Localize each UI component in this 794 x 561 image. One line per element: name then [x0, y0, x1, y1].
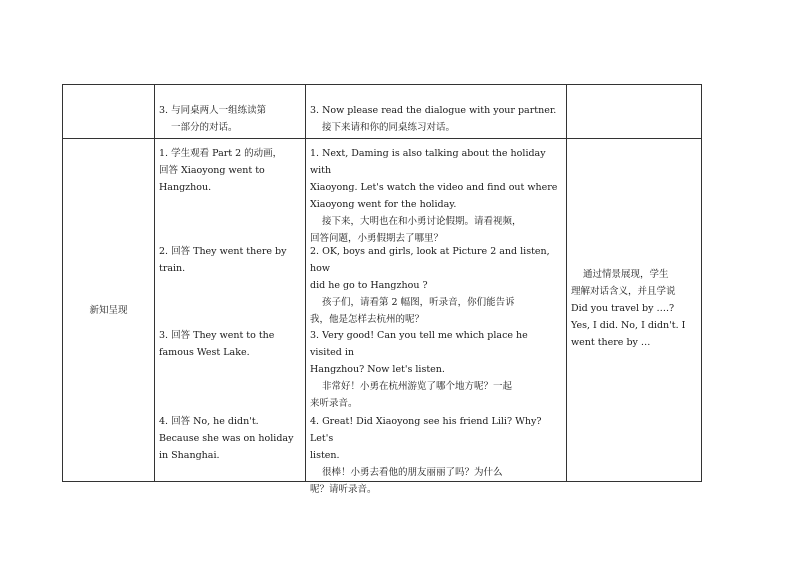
text-line: 3. 与同桌两人一组练读第 — [159, 105, 267, 116]
student-step — [155, 145, 305, 196]
text-line: Hangzhou. — [159, 182, 212, 193]
student-step — [155, 413, 305, 464]
student-activity-cell — [155, 139, 306, 482]
text-line: 回答问题，小勇假期去了哪里？ — [310, 233, 444, 244]
text-line: Yes, I did. No, I didn't. I — [571, 319, 686, 331]
text-line: Xiaoyong. Let's watch the video and find out where — [310, 182, 558, 193]
teacher-activity-cell — [306, 85, 567, 139]
text-line: 1. 学生观看 Part 2 的动画， — [159, 148, 283, 159]
design-note-cell-empty — [567, 85, 702, 139]
text-line: 来听录音。 — [310, 398, 358, 409]
text-line: 接下来请和你的同桌练习对话。 — [322, 122, 456, 133]
section-label: 新知呈现 — [63, 139, 155, 482]
text-line: 理解对话含义，并且学说 — [571, 285, 676, 297]
text-line: famous West Lake. — [159, 347, 250, 358]
section-cell-empty — [63, 85, 155, 139]
text-line: 2. OK, boys and girls, look at Picture 2 and listen, how — [310, 246, 550, 274]
lesson-plan-table — [62, 84, 702, 495]
text-line: 很棒！小勇去看他的朋友丽丽了吗？为什么 — [322, 467, 503, 478]
teacher-step — [306, 145, 566, 247]
text-line: 4. Great! Did Xiaoyong see his friend Lili? Why? Let's — [310, 416, 542, 444]
text-line: 接下来，大明也在和小勇讨论假期。请看视频， — [322, 216, 522, 227]
text-line: 3. 回答 They went to the — [159, 330, 275, 341]
text-line: Because she was on holiday — [159, 433, 294, 444]
text-line: 3. Now please read the dialogue with your partner. — [310, 105, 557, 116]
text-line: 孩子们，请看第 2 幅图，听录音，你们能告诉 — [322, 297, 515, 308]
teacher-activity-cell — [306, 139, 567, 495]
teacher-step — [306, 243, 566, 328]
text-line: in Shanghai. — [159, 450, 220, 461]
text-line: 我，他是怎样去杭州的呢？ — [310, 314, 425, 325]
design-note-cell — [567, 139, 702, 482]
text-line: Xiaoyong went for the holiday. — [310, 199, 457, 210]
text-line: Did you travel by ….? — [571, 302, 675, 314]
student-step — [155, 243, 305, 277]
text-line: did he go to Hangzhou ? — [310, 280, 428, 291]
text-line: 3. Very good! Can you tell me which place he visited in — [310, 330, 528, 358]
text-line: 非常好！小勇在杭州游览了哪个地方呢？一起 — [322, 381, 513, 392]
text-line: went there by … — [571, 336, 651, 348]
text-line: 1. Next, Daming is also talking about the holiday with — [310, 148, 546, 176]
student-activity-cell — [155, 85, 306, 139]
text-line: 通过情景展现，学生 — [583, 268, 669, 280]
text-line: 2. 回答 They went there by — [159, 246, 287, 257]
text-line: 呢？请听录音。 — [310, 484, 377, 495]
text-line: 一部分的对话。 — [171, 122, 238, 133]
text-line: 4. 回答 No, he didn't. — [159, 416, 259, 427]
text-line: 回答 Xiaoyong went to — [159, 165, 265, 176]
text-line: train. — [159, 263, 186, 274]
student-step — [155, 327, 305, 361]
text-line: Hangzhou? Now let's listen. — [310, 364, 445, 375]
teacher-step — [306, 327, 566, 412]
teacher-step — [306, 413, 566, 498]
text-line: listen. — [310, 450, 340, 461]
table-row — [63, 85, 702, 139]
table-row — [63, 139, 702, 482]
